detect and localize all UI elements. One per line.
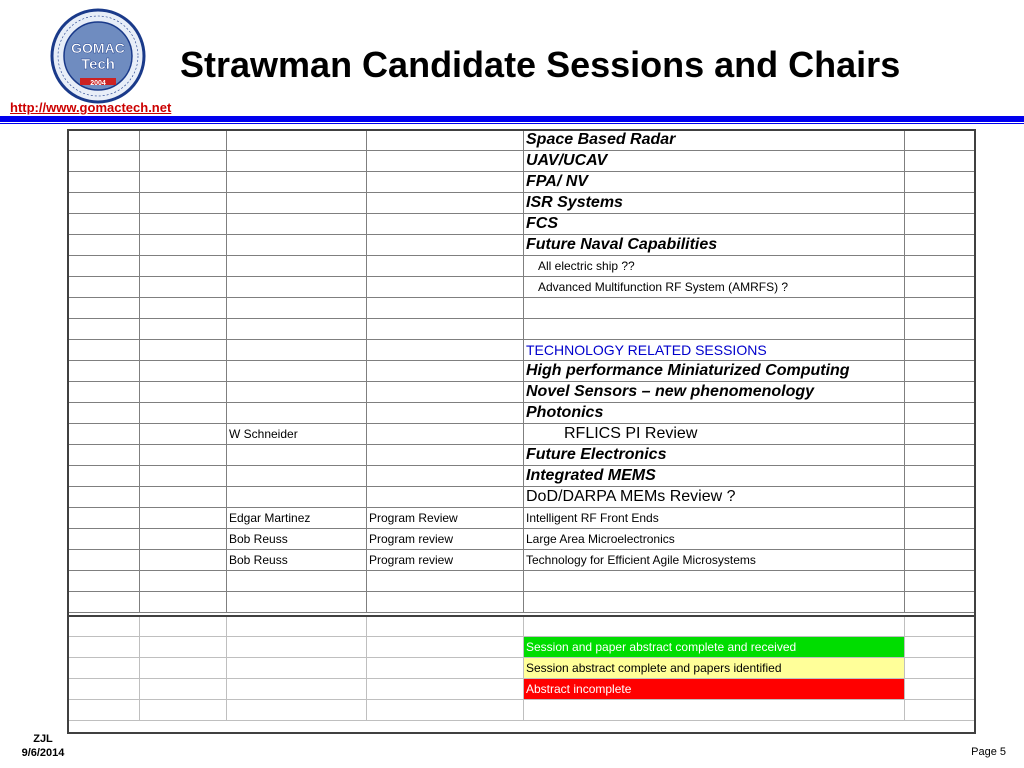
cell-topic	[524, 298, 905, 319]
cell-chair	[227, 382, 367, 403]
cell-col-a	[68, 529, 140, 550]
cell-session-type	[367, 340, 524, 361]
cell-session-type	[367, 130, 524, 151]
cell-session-type: Program Review	[367, 508, 524, 529]
cell-col-a	[68, 571, 140, 592]
legend-cell	[367, 637, 524, 658]
table-row	[68, 298, 975, 319]
cell-col-f	[905, 424, 975, 445]
cell-session-type	[367, 424, 524, 445]
cell-col-f	[905, 277, 975, 298]
cell-topic: Future Electronics	[524, 445, 905, 466]
cell-topic: Photonics	[524, 403, 905, 424]
legend-table	[67, 615, 975, 721]
table-row	[68, 508, 975, 529]
cell-chair	[227, 235, 367, 256]
cell-topic: TECHNOLOGY RELATED SESSIONS	[524, 340, 905, 361]
cell-col-b	[140, 382, 227, 403]
legend-cell	[227, 700, 367, 721]
legend-cell	[140, 637, 227, 658]
cell-topic: Technology for Efficient Agile Microsystems	[524, 550, 905, 571]
table-row	[68, 382, 975, 403]
cell-col-b	[140, 214, 227, 235]
table-row	[68, 529, 975, 550]
cell-col-b	[140, 277, 227, 298]
table-row	[68, 403, 975, 424]
legend-row	[68, 616, 975, 637]
legend-label: Session abstract complete and papers identified	[524, 658, 905, 679]
cell-session-type	[367, 151, 524, 172]
legend-row	[68, 658, 975, 679]
header-divider	[0, 116, 1024, 122]
cell-topic: Intelligent RF Front Ends	[524, 508, 905, 529]
table-row	[68, 277, 975, 298]
cell-col-a	[68, 151, 140, 172]
cell-chair	[227, 445, 367, 466]
table-row	[68, 151, 975, 172]
cell-chair: W Schneider	[227, 424, 367, 445]
legend-cell	[905, 637, 975, 658]
cell-col-a	[68, 256, 140, 277]
cell-col-b	[140, 172, 227, 193]
table-row	[68, 256, 975, 277]
legend-cell	[227, 616, 367, 637]
cell-session-type	[367, 277, 524, 298]
cell-col-f	[905, 508, 975, 529]
footer-author-date	[18, 732, 68, 760]
cell-chair	[227, 172, 367, 193]
cell-session-type: Program review	[367, 550, 524, 571]
cell-col-b	[140, 298, 227, 319]
cell-chair	[227, 592, 367, 613]
legend-cell	[68, 616, 140, 637]
cell-chair: Bob Reuss	[227, 550, 367, 571]
table-row	[68, 445, 975, 466]
legend-cell	[367, 616, 524, 637]
cell-session-type	[367, 571, 524, 592]
legend-cell	[905, 658, 975, 679]
cell-col-f	[905, 529, 975, 550]
cell-chair	[227, 571, 367, 592]
cell-col-b	[140, 466, 227, 487]
cell-col-b	[140, 424, 227, 445]
table-row	[68, 571, 975, 592]
table-row	[68, 361, 975, 382]
cell-col-f	[905, 235, 975, 256]
cell-session-type	[367, 487, 524, 508]
cell-session-type	[367, 445, 524, 466]
cell-col-b	[140, 319, 227, 340]
cell-col-f	[905, 403, 975, 424]
cell-chair	[227, 361, 367, 382]
cell-topic: ISR Systems	[524, 193, 905, 214]
legend-cell	[227, 679, 367, 700]
cell-col-f	[905, 151, 975, 172]
cell-topic: Integrated MEMS	[524, 466, 905, 487]
cell-topic: RFLICS PI Review	[524, 424, 905, 445]
page-number: Page 5	[971, 746, 1006, 758]
cell-col-b	[140, 340, 227, 361]
cell-chair	[227, 193, 367, 214]
cell-col-b	[140, 193, 227, 214]
legend-cell	[227, 637, 367, 658]
cell-topic	[524, 592, 905, 613]
logo-text-tech: Tech	[81, 56, 115, 73]
logo-text-gomac: GOMAC	[71, 40, 125, 56]
cell-topic: Large Area Microelectronics	[524, 529, 905, 550]
cell-session-type: Program review	[367, 529, 524, 550]
table-row	[68, 214, 975, 235]
cell-chair	[227, 487, 367, 508]
legend-cell	[140, 658, 227, 679]
cell-session-type	[367, 172, 524, 193]
cell-col-f	[905, 445, 975, 466]
cell-col-b	[140, 508, 227, 529]
footer-author: ZJL	[33, 733, 53, 745]
cell-chair	[227, 403, 367, 424]
cell-col-a	[68, 592, 140, 613]
cell-col-f	[905, 319, 975, 340]
cell-col-f	[905, 466, 975, 487]
legend-row	[68, 679, 975, 700]
table-row	[68, 487, 975, 508]
cell-col-a	[68, 508, 140, 529]
cell-col-a	[68, 172, 140, 193]
legend-label: Session and paper abstract complete and received	[524, 637, 905, 658]
cell-col-b	[140, 235, 227, 256]
footer-date: 9/6/2014	[21, 747, 65, 759]
cell-col-f	[905, 130, 975, 151]
cell-col-a	[68, 550, 140, 571]
cell-chair	[227, 319, 367, 340]
table-row	[68, 424, 975, 445]
cell-col-b	[140, 403, 227, 424]
cell-session-type	[367, 214, 524, 235]
cell-col-a	[68, 298, 140, 319]
cell-col-f	[905, 214, 975, 235]
cell-col-a	[68, 466, 140, 487]
cell-session-type	[367, 592, 524, 613]
legend-row	[68, 637, 975, 658]
cell-col-f	[905, 550, 975, 571]
cell-topic: UAV/UCAV	[524, 151, 905, 172]
cell-session-type	[367, 403, 524, 424]
cell-col-b	[140, 592, 227, 613]
cell-col-a	[68, 424, 140, 445]
cell-col-a	[68, 235, 140, 256]
cell-chair	[227, 151, 367, 172]
legend-cell	[68, 658, 140, 679]
cell-col-f	[905, 256, 975, 277]
cell-col-b	[140, 529, 227, 550]
cell-col-a	[68, 277, 140, 298]
legend-cell	[905, 616, 975, 637]
cell-col-f	[905, 487, 975, 508]
legend-row	[68, 700, 975, 721]
cell-col-a	[68, 361, 140, 382]
legend-cell	[367, 700, 524, 721]
table-row	[68, 193, 975, 214]
cell-session-type	[367, 319, 524, 340]
cell-col-b	[140, 550, 227, 571]
cell-chair: Edgar Martinez	[227, 508, 367, 529]
legend-cell	[227, 658, 367, 679]
legend-cell	[367, 658, 524, 679]
logo-text-year: 2004	[90, 80, 106, 87]
cell-session-type	[367, 466, 524, 487]
table-row	[68, 319, 975, 340]
cell-col-f	[905, 571, 975, 592]
cell-topic: Novel Sensors – new phenomenology	[524, 382, 905, 403]
cell-session-type	[367, 256, 524, 277]
legend-label	[524, 700, 905, 721]
table-row	[68, 130, 975, 151]
cell-col-f	[905, 592, 975, 613]
legend-cell	[140, 700, 227, 721]
cell-topic: Future Naval Capabilities	[524, 235, 905, 256]
cell-topic: All electric ship ??	[524, 256, 905, 277]
cell-topic: FPA/ NV	[524, 172, 905, 193]
cell-chair	[227, 214, 367, 235]
cell-chair	[227, 298, 367, 319]
cell-col-a	[68, 445, 140, 466]
legend-cell	[140, 616, 227, 637]
cell-col-a	[68, 214, 140, 235]
legend-cell	[68, 679, 140, 700]
cell-chair	[227, 340, 367, 361]
table-row	[68, 235, 975, 256]
cell-session-type	[367, 193, 524, 214]
header-divider-thin	[0, 123, 1024, 124]
table-row	[68, 466, 975, 487]
website-link[interactable]: http://www.gomactech.net	[10, 100, 172, 115]
cell-session-type	[367, 361, 524, 382]
legend-cell	[905, 679, 975, 700]
cell-col-f	[905, 382, 975, 403]
legend-label: Abstract incomplete	[524, 679, 905, 700]
legend-label	[524, 616, 905, 637]
cell-topic: Space Based Radar	[524, 130, 905, 151]
cell-session-type	[367, 298, 524, 319]
cell-col-f	[905, 298, 975, 319]
cell-col-b	[140, 361, 227, 382]
cell-col-f	[905, 172, 975, 193]
cell-col-b	[140, 445, 227, 466]
legend-cell	[140, 679, 227, 700]
cell-col-a	[68, 319, 140, 340]
cell-col-b	[140, 256, 227, 277]
cell-col-a	[68, 403, 140, 424]
gomac-tech-logo	[50, 8, 146, 104]
table-row	[68, 172, 975, 193]
page-title: Strawman Candidate Sessions and Chairs	[180, 44, 901, 85]
cell-col-a	[68, 340, 140, 361]
cell-session-type	[367, 382, 524, 403]
legend-cell	[68, 637, 140, 658]
cell-col-f	[905, 361, 975, 382]
cell-col-a	[68, 193, 140, 214]
cell-col-a	[68, 487, 140, 508]
cell-col-f	[905, 340, 975, 361]
cell-topic: Advanced Multifunction RF System (AMRFS) ?	[524, 277, 905, 298]
cell-chair: Bob Reuss	[227, 529, 367, 550]
legend-cell	[905, 700, 975, 721]
cell-col-b	[140, 151, 227, 172]
cell-chair	[227, 256, 367, 277]
cell-col-b	[140, 130, 227, 151]
cell-topic: FCS	[524, 214, 905, 235]
cell-chair	[227, 466, 367, 487]
table-row	[68, 592, 975, 613]
cell-chair	[227, 130, 367, 151]
sessions-table	[67, 129, 975, 613]
table-row	[68, 550, 975, 571]
cell-topic	[524, 571, 905, 592]
cell-topic: DoD/DARPA MEMs Review ?	[524, 487, 905, 508]
legend-cell	[68, 700, 140, 721]
cell-col-a	[68, 130, 140, 151]
cell-col-b	[140, 571, 227, 592]
cell-topic: High performance Miniaturized Computing	[524, 361, 905, 382]
legend-cell	[367, 679, 524, 700]
cell-col-f	[905, 193, 975, 214]
table-row	[68, 340, 975, 361]
cell-session-type	[367, 235, 524, 256]
cell-col-b	[140, 487, 227, 508]
cell-chair	[227, 277, 367, 298]
cell-col-a	[68, 382, 140, 403]
cell-topic	[524, 319, 905, 340]
